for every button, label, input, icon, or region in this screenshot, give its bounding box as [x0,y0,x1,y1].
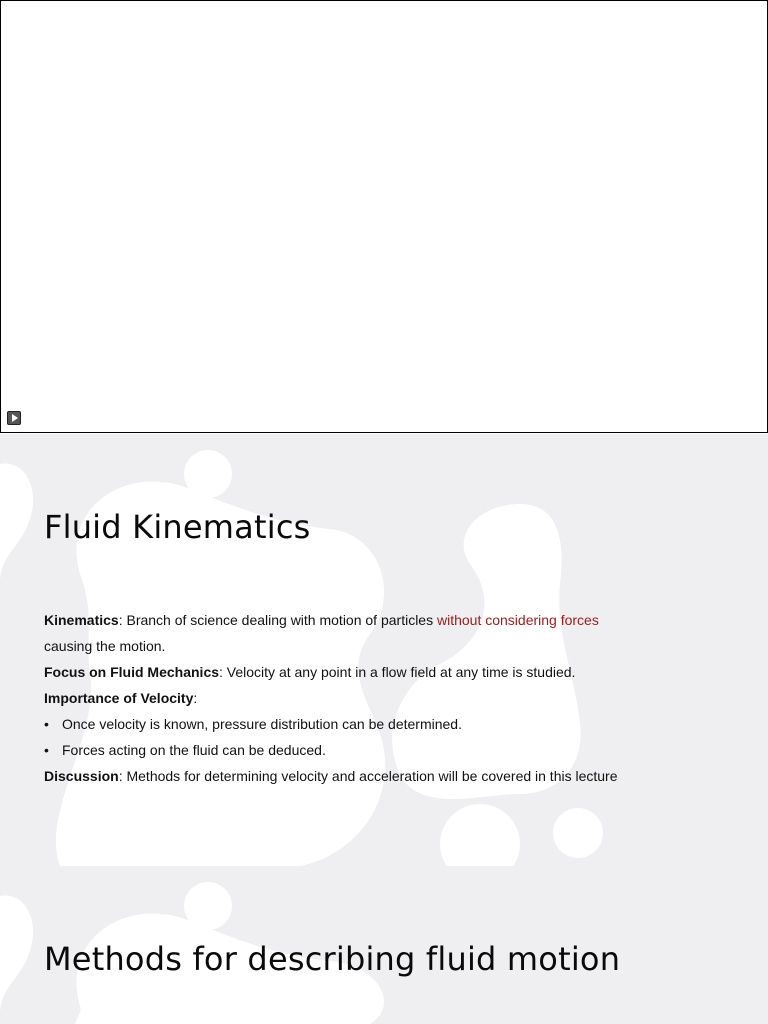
importance-paragraph [44,685,684,711]
bullet-text: Forces acting on the fluid can be deduced. [62,742,326,758]
kinematics-highlight: without considering forces [436,612,599,628]
discussion-paragraph [44,763,684,789]
importance-term: Importance of Velocity [44,690,194,706]
slide-body [44,607,684,789]
bullet-text: Once velocity is known, pressure distribution can be determined. [62,716,462,732]
kinematics-continuation: causing the motion. [44,638,166,654]
play-button[interactable] [7,411,21,425]
list-item [44,737,684,763]
discussion-term: Discussion [44,768,119,784]
focus-paragraph [44,659,684,685]
focus-text: : Velocity at any point in a flow field at any time is studied. [219,664,576,680]
slide-fluid-kinematics [0,434,768,866]
discussion-text: : Methods for determining velocity and acceleration will be covered in this lecture [118,768,618,784]
kinematics-term: Kinematics [44,612,119,628]
bullet-icon: • [44,742,49,758]
bullet-icon: • [44,716,49,732]
list-item [44,711,684,737]
slide-title: Fluid Kinematics [44,508,311,546]
importance-text: : [193,690,198,706]
video-slide [0,0,768,433]
slide-methods [0,866,768,1024]
kinematics-paragraph [44,607,684,633]
focus-term: Focus on Fluid Mechanics [44,664,220,680]
kinematics-text: : Branch of science dealing with motion of particles [118,612,437,628]
slide-title: Methods for describing fluid motion [44,940,621,978]
play-icon [12,414,18,422]
